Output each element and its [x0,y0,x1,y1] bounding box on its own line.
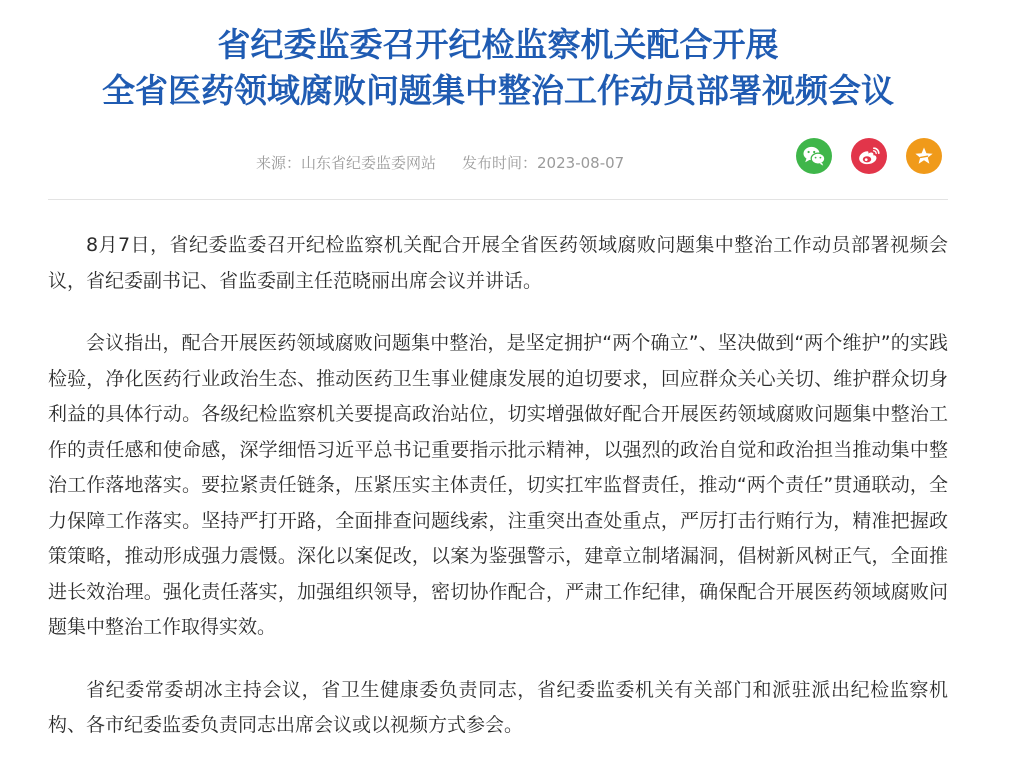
article-body [48,228,948,744]
article-title-line-1: 省纪委监委召开纪检监察机关配合开展 [217,25,779,64]
wechat-icon [802,145,826,167]
article-paragraph: 省纪委常委胡冰主持会议，省卫生健康委负责同志，省纪委监委机关有关部门和派驻派出纪检监察机构、各市纪委监委负责同志出席会议或以视频方式参会。 [48,678,948,736]
weibo-icon [857,145,881,167]
header-divider [48,199,948,200]
star-icon [913,145,935,167]
article-meta [256,152,624,173]
share-weibo-button[interactable] [851,138,887,174]
article-meta-bar [48,136,948,198]
article-paragraph: 8月7日，省纪委监委召开纪检监察机关配合开展全省医药领域腐败问题集中整治工作动员部署视频会议，省纪委副书记、省监委副主任范晓丽出席会议并讲话。 [48,234,948,292]
share-favorite-button[interactable] [906,138,942,174]
share-buttons [796,138,942,174]
article-paragraph: 会议指出，配合开展医药领域腐败问题集中整治，是坚定拥护“两个确立”、坚决做到“两个维护”的实践检验，净化医药行业政治生态、推动医药卫生事业健康发展的迫切要求，回应群众关心关切、维护群众切身利益的具体行动。各级纪检监察机关要提高政治站位，切实增强做好配合开展医药领域腐败问题集中整治工作的责任感和使命感，深学细悟习近平总书记重要指示批示精神，以强烈的政治自觉和政治担当推动集中整治工作落地落实。要拉紧责任链条，压紧压实主体责任，切实扛牢监督责任，推动“两个责任”贯通联动，全力保障工作落实。坚持严打开路，全面排查问题线索，注重突出查处重点，严厉打击行贿行为，精准把握政策策略，推动形成强力震慑。深化以案促改，以案为鉴强警示，建章立制堵漏洞，倡树新风树正气，全面推进长效治理。强化责任落实，加强组织领导，密切协作配合，严肃工作纪律，确保配合开展医药领域腐败问题集中整治工作取得实效。 [48,332,948,638]
article-title-line-2: 全省医药领域腐败问题集中整治工作动员部署视频会议 [102,71,894,110]
share-wechat-button[interactable] [796,138,832,174]
article-publish-time: 发布时间：2023-08-07 [462,154,625,172]
article-source: 来源：山东省纪委监委网站 [256,154,437,172]
article-title [48,0,948,114]
article [48,0,948,771]
